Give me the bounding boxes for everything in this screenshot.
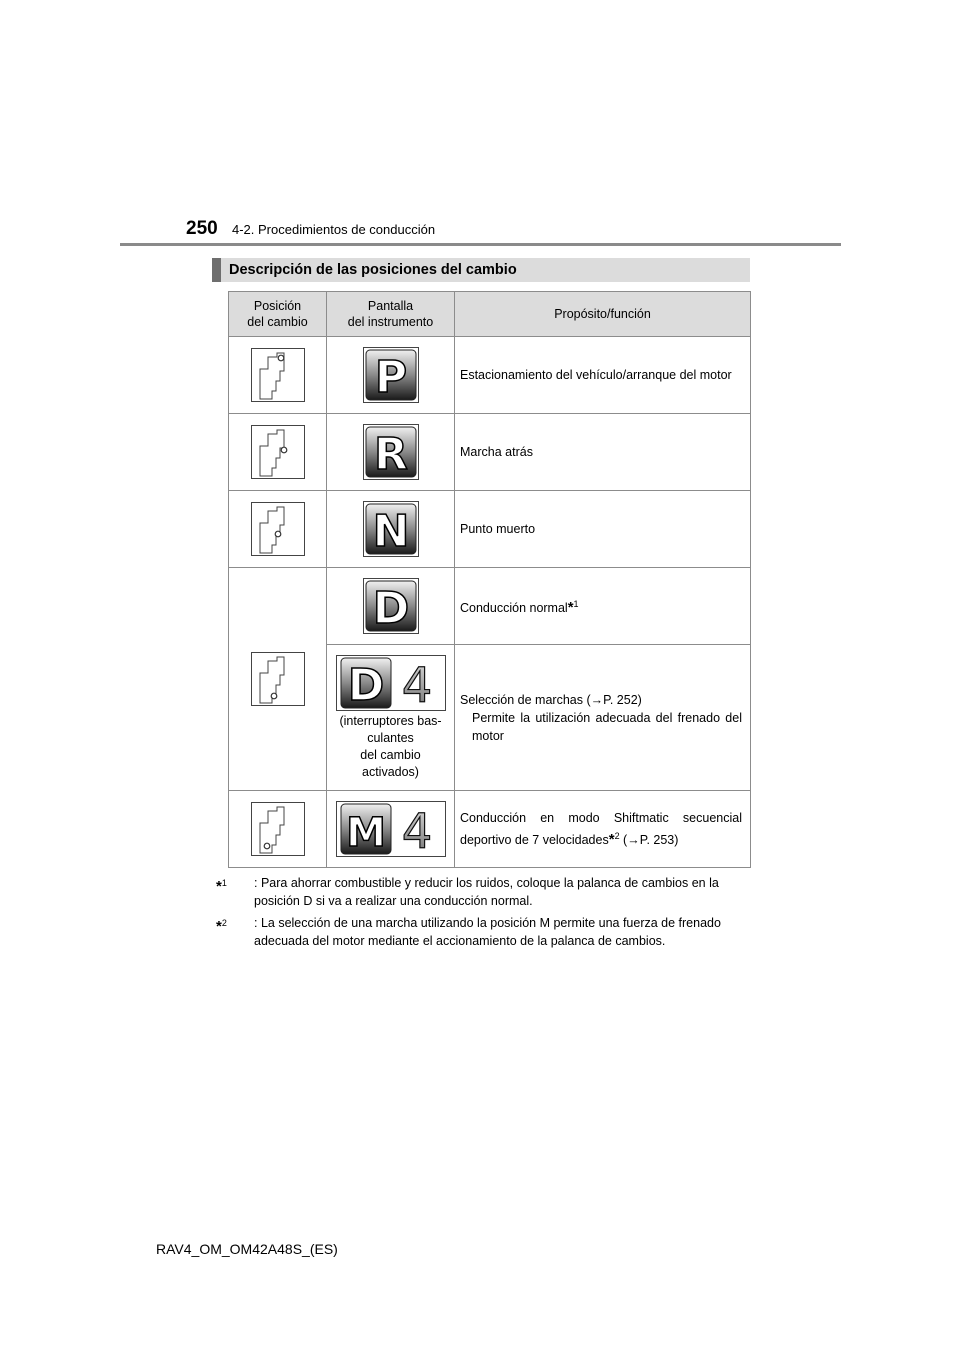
column-header-display: Pantalla del instrumento (327, 292, 455, 337)
display-m4-icon (336, 801, 446, 857)
function-cell: Punto muerto (455, 491, 751, 568)
function-cell: Estacionamiento del vehículo/arranque del motor (455, 337, 751, 414)
column-header-function: Propósito/función (455, 292, 751, 337)
display-p-icon (363, 347, 419, 403)
footnote-text: : La selección de una marcha utilizando la posición M permite una fuerza de frenado adecuada del motor mediante el accionamiento de la palanca de cambios. (254, 916, 721, 948)
display-cell (327, 337, 455, 414)
display-number: 4 (401, 657, 432, 710)
function-cell (455, 568, 751, 645)
header-rule (120, 243, 841, 246)
footnote-asterisk: * (567, 599, 574, 617)
display-letter: P (374, 352, 407, 402)
function-text: Conducción normal (460, 601, 568, 616)
table-row (229, 414, 751, 491)
footnote-marker: *$^2$ (216, 918, 227, 936)
display-cell (327, 791, 455, 868)
display-caption: (interruptores bas- culantes del cambio activados) (339, 713, 442, 779)
table-row (229, 568, 751, 645)
footnote-ref: 1 (573, 598, 579, 609)
table-row (229, 791, 751, 868)
display-letter: D (372, 583, 409, 633)
display-number: 4 (401, 804, 432, 856)
shift-gate-cell (229, 491, 327, 568)
table-header-row (229, 292, 751, 337)
display-letter: D (347, 659, 384, 710)
column-header-position: Posición del cambio (229, 292, 327, 337)
footnote-1 (216, 874, 750, 910)
display-d-icon (363, 578, 419, 634)
page-number: 250 (186, 218, 218, 239)
display-n-icon (363, 501, 419, 557)
shift-gate-cell (229, 337, 327, 414)
table-row (229, 491, 751, 568)
display-letter: M (345, 810, 386, 856)
footnote-ref: 2 (614, 830, 620, 841)
footnote-label: 1 (221, 878, 227, 888)
shift-gate-d-icon (251, 652, 305, 706)
display-cell (327, 414, 455, 491)
display-cell (327, 568, 455, 645)
display-r-icon (363, 424, 419, 480)
section-title: 4-2. Procedimientos de conducción (232, 222, 436, 237)
shift-gate-p-icon (251, 348, 305, 402)
shift-position-table (228, 291, 751, 868)
shift-gate-n-icon (251, 502, 305, 556)
shift-gate-m-icon (251, 802, 305, 856)
function-text: Conducción en modo Shiftmatic secuencial deportivo de 7 velocidades (460, 810, 742, 848)
function-cell: Marcha atrás (455, 414, 751, 491)
footnote-marker: *$^1$ (216, 878, 227, 896)
display-cell (327, 645, 455, 791)
function-cell (455, 791, 751, 868)
footnote-2 (216, 914, 750, 950)
shift-gate-cell (229, 568, 327, 791)
function-line-1: Selección de marchas (→P. 252) (460, 692, 642, 707)
display-letter: N (372, 506, 409, 556)
footnote-asterisk: * (608, 831, 615, 849)
shift-gate-cell (229, 791, 327, 868)
footnote-text: : Para ahorrar combustible y reducir los ruidos, coloque la palanca de cambios en la posición D si va a realizar una conducción normal. (254, 876, 719, 908)
function-cell (455, 645, 751, 791)
shift-gate-r-icon (251, 425, 305, 479)
shift-gate-cell (229, 414, 327, 491)
table-row (229, 337, 751, 414)
display-cell (327, 491, 455, 568)
display-d4-icon (336, 655, 446, 711)
display-letter: R (373, 429, 408, 479)
function-line-2: Permite la utilización adecuada del frenado del motor (472, 710, 742, 743)
section-heading: Descripción de las posiciones del cambio (212, 258, 750, 282)
document-code: RAV4_OM_OM42A48S_(ES) (156, 1241, 338, 1257)
function-text-post: (→P. 253) (619, 833, 679, 848)
footnote-label: 2 (221, 918, 227, 928)
